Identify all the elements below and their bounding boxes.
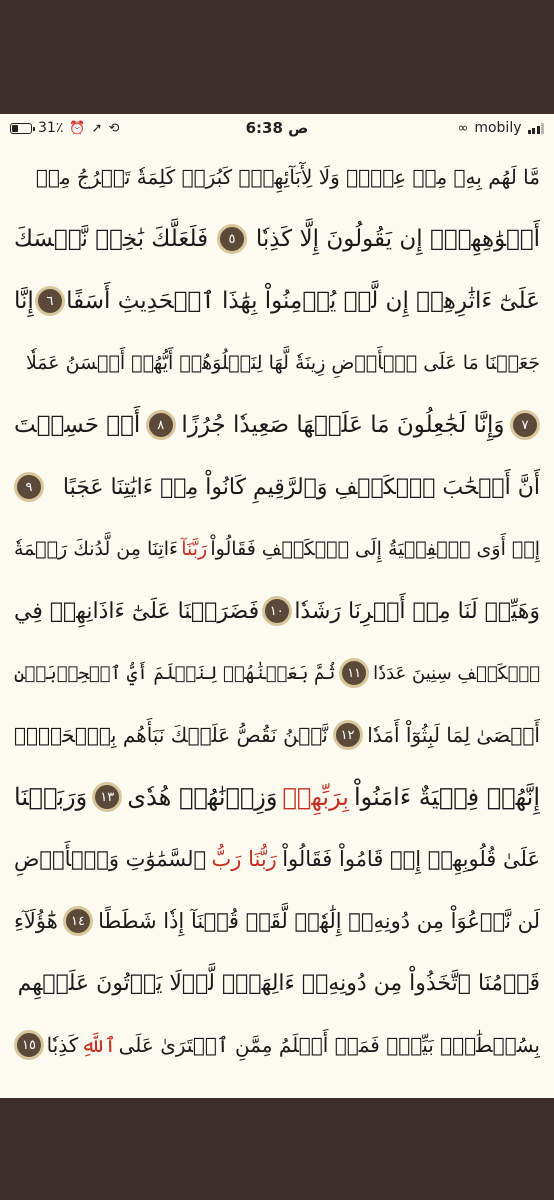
verse-text: بِسُلۡطَٰنِۭ بَيِّنٖۖ فَمَنۡ أَظۡلَمُ مِمَّنِ ٱفۡتَرَىٰ عَلَى [118, 1033, 540, 1057]
verse-text: أَحۡصَىٰ لِمَا لَبِثُوٓاْ أَمَدٗا [367, 723, 540, 747]
verse-line [14, 704, 540, 766]
divine-name-highlight: بِرَبِّهِمۡ [282, 783, 349, 811]
verse-line [14, 208, 540, 270]
divine-name-highlight: رَبُّنَا رَبُّ [211, 847, 277, 871]
verse-line [14, 394, 540, 456]
carrier-name: mobily [474, 120, 522, 136]
ayah-number-marker: ١٠ [262, 596, 292, 626]
verse-text: ءَاتِنَا مِن لَّدُنكَ رَحۡمَةٗ [14, 538, 178, 560]
ayah-number-marker: ١٢ [333, 720, 363, 750]
verse-text: وَرَبَطۡنَا [14, 783, 88, 811]
verse-line [14, 332, 540, 394]
verse-text: أَمۡ حَسِبۡتَ [14, 412, 141, 438]
verse-text: ٱلۡكَهۡفِ سِنِينَ عَدَدٗا [373, 662, 540, 684]
verse-text: هَٰٓؤُلَآءِ [14, 909, 58, 933]
verse-line [14, 580, 540, 642]
alarm-icon: ⏰ [69, 120, 86, 136]
verse-text: أَنَّ أَصۡحَٰبَ ٱلۡكَهۡفِ وَٱلرَّقِيمِ كَانُواْ مِنۡ ءَايَٰتِنَا عَجَبًا [62, 474, 540, 500]
verse-line [14, 146, 540, 208]
status-bar [0, 114, 554, 144]
ayah-number-marker: ٧ [510, 410, 540, 440]
battery-percent: 31٪ [38, 120, 64, 136]
ayah-number-marker: ١١ [339, 658, 369, 688]
location-arrow-icon: ➚ [91, 120, 103, 136]
verse-text: ثُمَّ بَعَثۡنَٰهُمۡ لِنَعۡلَمَ أَيُّ ٱلۡحِزۡبَيۡنِ [14, 662, 336, 684]
verse-text: كَذِبٗا [46, 1033, 79, 1057]
bottom-frame [0, 1098, 554, 1200]
verse-text: إِنَّا [14, 288, 34, 314]
ayah-number-marker: ١٤ [63, 906, 93, 936]
verse-text: فَضَرَبۡنَا عَلَىٰٓ ءَاذَانِهِمۡ فِي [14, 598, 260, 624]
verse-line [14, 766, 540, 828]
verse-text: عَلَىٰٓ ءَاثَٰرِهِمۡ إِن لَّمۡ يُؤۡمِنُواْ بِهَٰذَا ٱلۡحَدِيثِ أَسَفًا [66, 288, 540, 314]
verse-line [14, 1014, 540, 1076]
verse-line [14, 642, 540, 704]
ayah-number-marker: ٦ [35, 286, 65, 316]
clock-ampm: ص [288, 119, 309, 137]
verse-line [14, 828, 540, 890]
verse-text: أَفۡوَٰهِهِمۡۚ إِن يَقُولُونَ إِلَّا كَذِبٗا [255, 226, 540, 252]
verse-text: إِذۡ أَوَى ٱلۡفِتۡيَةُ إِلَى ٱلۡكَهۡفِ فَقَالُواْ [210, 538, 540, 560]
quran-page[interactable] [14, 146, 540, 1076]
clock-time: 6:38 [245, 119, 283, 137]
orientation-lock-icon: ⟲ [108, 120, 120, 136]
ayah-number-marker: ١٥ [14, 1030, 44, 1060]
divine-name-highlight: ٱللَّهِ [80, 1033, 117, 1057]
verse-text: مَّا لَهُم بِهِۦ مِنۡ عِلۡمٖ وَلَا لِأٓبَآئِهِمۡۚ كَبُرَتۡ كَلِمَةٗ تَخۡرُجُ مِنۡ [35, 165, 540, 189]
verse-line [14, 952, 540, 1014]
ayah-number-marker: ١٣ [92, 782, 122, 812]
verse-text: وَزِدۡنَٰهُمۡ هُدٗى [127, 783, 278, 811]
ayah-number-marker: ٩ [14, 472, 44, 502]
ayah-number-marker: ٨ [146, 410, 176, 440]
verse-text: جَعَلۡنَا مَا عَلَى ٱلۡأَرۡضِ زِينَةٗ لَّهَا لِنَبۡلُوَهُمۡ أَيُّهُمۡ أَحۡسَنُ عَمَلٗا [25, 352, 540, 374]
top-frame [0, 0, 554, 114]
verse-line [14, 890, 540, 952]
signal-icon [528, 123, 545, 134]
status-right [458, 120, 545, 136]
divine-name-highlight: رَبَّنَآ [181, 538, 208, 560]
phone-screen [0, 114, 554, 1098]
verse-line [14, 270, 540, 332]
verse-text: لَن نَّدۡعُوَاْ مِن دُونِهِۦٓ إِلَٰهٗاۖ لَّقَدۡ قُلۡنَآ إِذٗا شَطَطًا [98, 909, 540, 933]
verse-text: إِنَّهُمۡ فِتۡيَةٌ ءَامَنُواْ [354, 783, 540, 811]
verse-text: فَلَعَلَّكَ بَٰخِعٞ نَّفۡسَكَ [14, 226, 209, 252]
verse-text: عَلَىٰ قُلُوبِهِمۡ إِذۡ قَامُواْ فَقَالُواْ [282, 847, 540, 871]
verse-text: وَهَيِّئۡ لَنَا مِنۡ أَمۡرِنَا رَشَدٗا [294, 598, 540, 624]
verse-line [14, 518, 540, 580]
verse-text: قَوۡمُنَا ٱتَّخَذُواْ مِن دُونِهِۦٓ ءَالِهَةٗۖ لَّوۡلَا يَأۡتُونَ عَلَيۡهِم [17, 970, 540, 996]
ayah-number-marker: ٥ [217, 224, 247, 254]
verse-text: وَإِنَّا لَجَٰعِلُونَ مَا عَلَيۡهَا صَعِيدٗا جُرُزًا [181, 412, 505, 438]
verse-text: نَّحۡنُ نَقُصُّ عَلَيۡكَ نَبَأَهُم بِٱلۡحَقِّۚ [14, 723, 328, 747]
link-icon: ∞ [457, 120, 469, 136]
verse-text: ٱلسَّمَٰوَٰتِ وَٱلۡأَرۡضِ [14, 847, 207, 871]
verse-line [14, 456, 540, 518]
